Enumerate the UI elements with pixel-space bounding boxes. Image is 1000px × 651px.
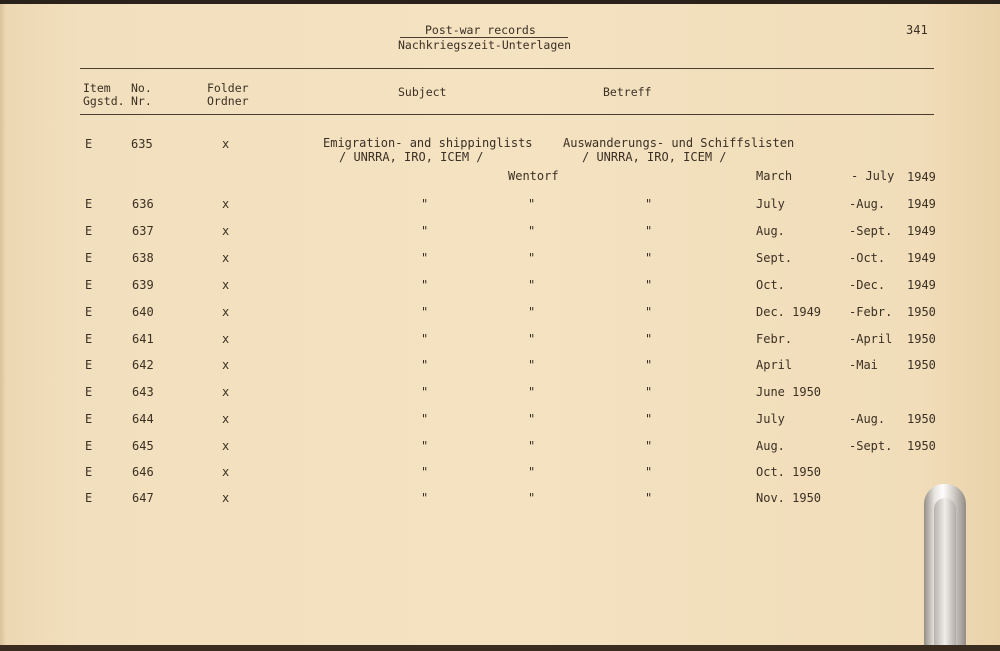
row-year: 1950 [907,412,936,426]
row-ditto-betreff: " [645,465,653,479]
row-ditto-place: " [528,224,536,238]
row-ditto-place: " [528,332,536,346]
row-item: E [85,412,93,426]
row-ditto-place: " [528,465,536,479]
row-ditto-subject: " [421,278,429,292]
row-item: E [85,358,93,372]
row-ditto-place: " [528,358,536,372]
entry-subject-line1: Emigration- and shippinglists [323,136,533,150]
row-date-to: -Sept. [849,224,893,238]
row-date-from: April [756,358,793,372]
row-date-to: -Mai [849,358,878,372]
row-year: 1949 [907,251,936,265]
row-folder-mark: x [222,224,230,238]
row-ditto-subject: " [421,465,429,479]
row-number: 644 [132,412,154,426]
row-ditto-place: " [528,251,536,265]
row-ditto-betreff: " [645,358,653,372]
row-item: E [85,439,93,453]
title-english: Post-war records [425,23,536,37]
header-rule-bottom [80,114,934,115]
row-ditto-place: " [528,412,536,426]
row-date-from: Oct. 1950 [756,465,822,479]
row-ditto-betreff: " [645,278,653,292]
row-ditto-place: " [528,278,536,292]
row-folder-mark: x [222,465,230,479]
row-year: 1950 [907,305,936,319]
row-ditto-betreff: " [645,332,653,346]
row-date-to: -Oct. [849,251,886,265]
row-date-from: June 1950 [756,385,822,399]
row-number: 639 [132,278,154,292]
row-ditto-subject: " [421,412,429,426]
row-item: E [85,251,93,265]
row-year: 1950 [907,332,936,346]
row-number: 643 [132,385,154,399]
row-ditto-betreff: " [645,251,653,265]
row-date-to: -Sept. [849,439,893,453]
entry-date-from: March [756,169,793,183]
row-date-from: Nov. 1950 [756,491,822,505]
row-year: 1950 [907,358,936,372]
row-folder-mark: x [222,491,230,505]
row-item: E [85,332,93,346]
binder-clip-inner [934,498,956,651]
page-bottom-edge [0,645,1000,651]
row-date-from: Oct. [756,278,785,292]
page-number: 341 [906,23,928,37]
row-date-to: -April [849,332,893,346]
row-ditto-place: " [528,491,536,505]
row-ditto-subject: " [421,224,429,238]
row-date-to: -Aug. [849,412,886,426]
header-rule-top [80,68,934,69]
row-ditto-betreff: " [645,412,653,426]
row-ditto-betreff: " [645,439,653,453]
entry-betreff-line1: Auswanderungs- und Schiffslisten [563,136,795,150]
row-ditto-subject: " [421,197,429,211]
row-number: 647 [132,491,154,505]
row-item: E [85,465,93,479]
row-number: 638 [132,251,154,265]
row-date-to: -Dec. [849,278,886,292]
column-header-item: Item [83,81,111,95]
entry-folder-mark: x [222,137,230,151]
row-ditto-subject: " [421,358,429,372]
row-date-from: Febr. [756,332,793,346]
row-ditto-place: " [528,385,536,399]
row-ditto-betreff: " [645,385,653,399]
row-ditto-subject: " [421,439,429,453]
row-item: E [85,491,93,505]
row-ditto-betreff: " [645,224,653,238]
row-ditto-betreff: " [645,197,653,211]
row-folder-mark: x [222,251,230,265]
page-edge-shadow [0,4,6,645]
row-item: E [85,305,93,319]
entry-date-to: - July [851,169,895,183]
row-number: 645 [132,439,154,453]
row-number: 637 [132,224,154,238]
row-folder-mark: x [222,385,230,399]
column-header-no: No. [131,81,152,95]
entry-subject-line2: / UNRRA, IRO, ICEM / [339,150,484,164]
column-header-folder-de: Ordner [207,94,249,108]
column-header-subject: Subject [398,85,447,99]
column-header-folder: Folder [207,81,249,95]
column-header-no-de: Nr. [131,94,152,108]
row-ditto-subject: " [421,385,429,399]
column-header-item-de: Ggstd. [83,94,125,108]
row-folder-mark: x [222,305,230,319]
row-ditto-betreff: " [645,305,653,319]
entry-place: Wentorf [508,169,559,183]
entry-number: 635 [131,137,153,151]
row-date-to: -Aug. [849,197,886,211]
title-german: Nachkriegszeit-Unterlagen [398,38,572,52]
row-item: E [85,278,93,292]
row-date-from: Dec. 1949 [756,305,822,319]
row-number: 646 [132,465,154,479]
row-folder-mark: x [222,358,230,372]
row-ditto-subject: " [421,305,429,319]
row-date-from: Sept. [756,251,793,265]
row-date-from: Aug. [756,439,785,453]
row-folder-mark: x [222,197,230,211]
row-year: 1950 [907,439,936,453]
row-item: E [85,224,93,238]
row-number: 642 [132,358,154,372]
row-year: 1949 [907,224,936,238]
entry-item: E [85,137,93,151]
row-folder-mark: x [222,412,230,426]
row-ditto-subject: " [421,491,429,505]
row-number: 640 [132,305,154,319]
row-folder-mark: x [222,332,230,346]
row-date-from: July [756,197,785,211]
row-ditto-betreff: " [645,491,653,505]
row-item: E [85,197,93,211]
row-item: E [85,385,93,399]
row-folder-mark: x [222,439,230,453]
row-date-to: -Febr. [849,305,893,319]
column-header-betreff: Betreff [603,85,652,99]
row-ditto-place: " [528,439,536,453]
entry-betreff-line2: / UNRRA, IRO, ICEM / [582,150,727,164]
row-folder-mark: x [222,278,230,292]
row-ditto-place: " [528,305,536,319]
row-date-from: Aug. [756,224,785,238]
row-ditto-subject: " [421,251,429,265]
row-date-from: July [756,412,785,426]
row-ditto-subject: " [421,332,429,346]
row-year: 1949 [907,278,936,292]
entry-year: 1949 [907,170,936,184]
row-year: 1949 [907,197,936,211]
row-number: 636 [132,197,154,211]
row-ditto-place: " [528,197,536,211]
row-number: 641 [132,332,154,346]
